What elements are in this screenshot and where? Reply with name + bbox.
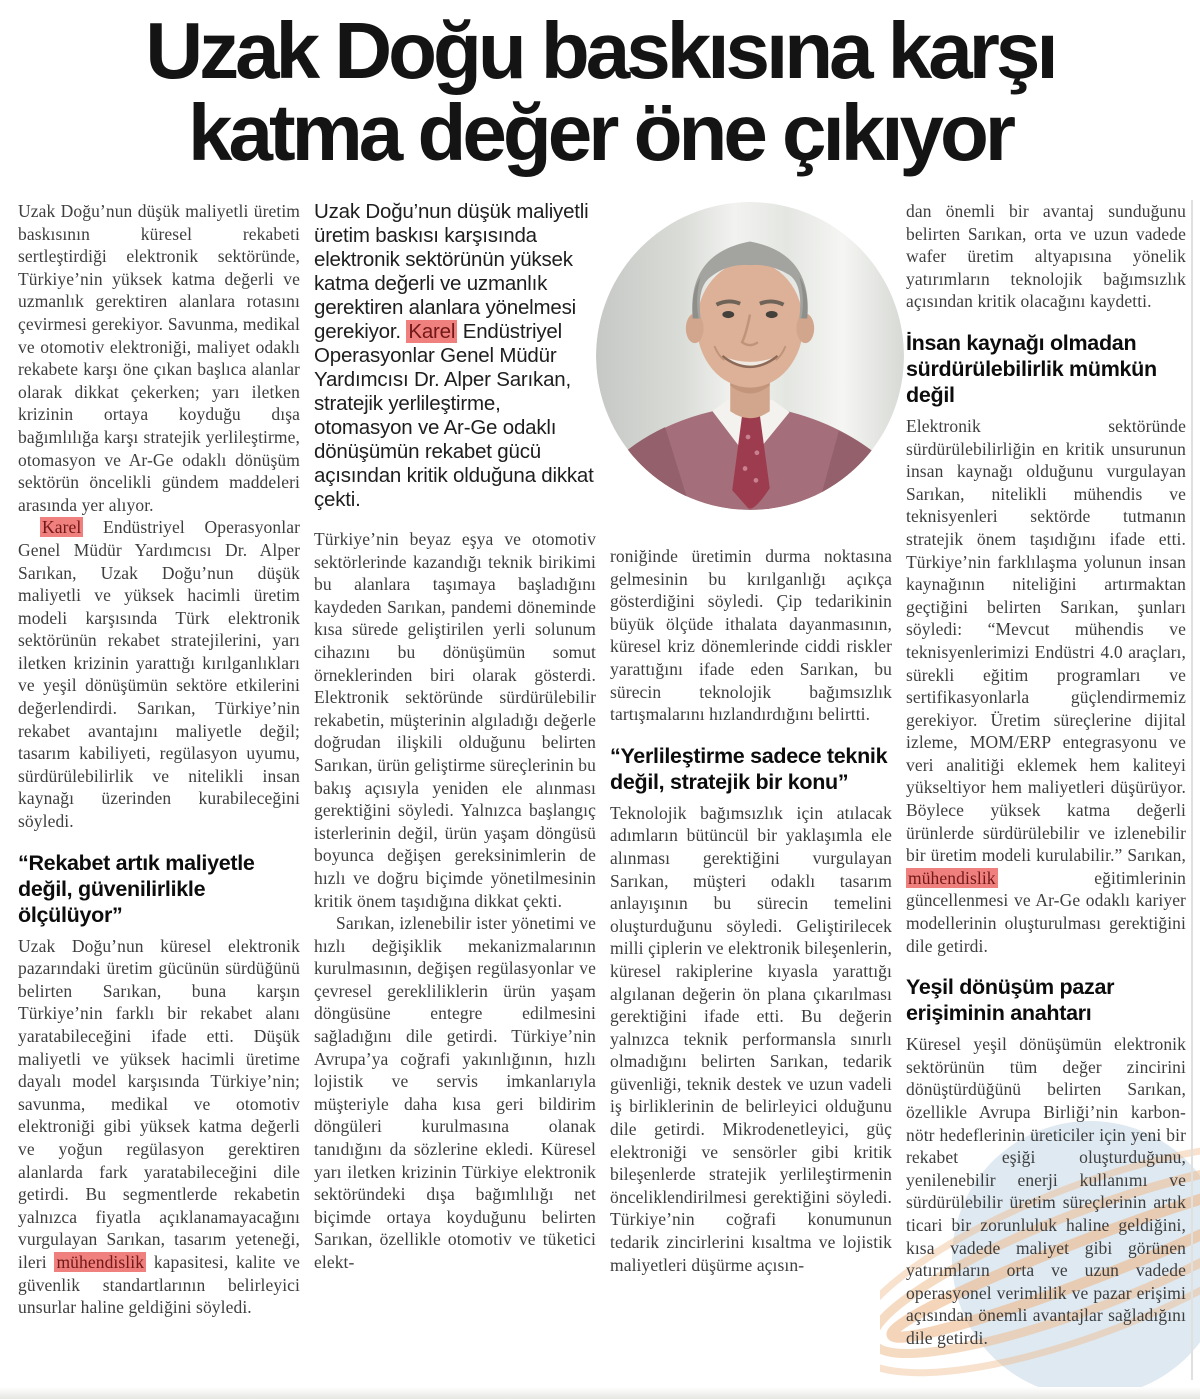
- paragraph-text: Türkiye’nin beyaz eşya ve otomotiv sektörlerinde kazandığı teknik birikimi bu alanlara taşımaya başladığını kaydeden Sarıkan, pandemi döneminde kısa sürede geliştirilen yerli solunum cihazını bu dönüşümün somut örneklerinden biri olarak gösterdi. Elektronik sektöründe sürdürülebilir rekabetin, müşterinin algıladığı değerle doğrudan ilişkili olduğunu belirten Sarıkan, ürün geliştirme süreçlerinin bu bakış açısıyla yeniden ele alınması gerektiğini söyledi. Yalnızca başlangıç isterlerinin değil, ürün yaşam döngüsü boyunca değişen gereksinimlerin de hızlı ve doğru biçimde yönetilmesinin kritik önem taşıdığına dikkat çekti.: [314, 529, 596, 911]
- headline-line-1: Uzak Doğu baskısına karşı: [145, 6, 1055, 95]
- subhead-insan-kaynagi: İnsan kaynağı olmadan sürdürülebilirlik mümkün değil: [906, 330, 1157, 407]
- subhead-yesil-donusum: Yeşil dönüşüm pazar erişiminin anahtarı: [906, 975, 1115, 1026]
- paragraph: [314, 528, 596, 912]
- headline-line-2: katma değer öne çıkıyor: [188, 88, 1012, 177]
- lead-text: Uzak Doğu’nun düşük maliyetli üretim baskısı karşısında elektronik sektörünün yüksek katma değerli ve uzmanlık gerektiren alanlara yönelmesi gerekiyor.: [314, 200, 589, 343]
- highlight-karel: Karel: [42, 517, 82, 538]
- column-4: [906, 200, 1186, 1396]
- highlight-muhendislik: mühendislik: [56, 1251, 145, 1272]
- paragraph-text: Küresel yeşil dönüşümün elektronik sektörünün tüm değer zincirini dönüştürdüğünü belirten Sarıkan, özellikle Avrupa Birliği’nin karbon-nötr hedeflerinin üreticiler için yeni bir rekabet eşiği oluşturduğunu, yenilenebilir enerji kullanımı ve sürdürülebilir üretim süreçlerinin artık ticari bir zorunluluk haline geldiğini, kısa vadede maliyet gibi görünen yatırımların orta ve uzun vadede operasyonel verimlilik ve pazar erişimi açısından önemli avantajlar sağladığını dile getirdi.: [906, 1034, 1186, 1348]
- column-3: [610, 545, 892, 1396]
- paragraph-text: roniğinde üretimin durma noktasına gelmesinin bu kırılganlığı açıkça gösterdiğini söyledi. Çip tedarikinin büyük ölçüde ithalata dayanmasının, küresel kriz dönemlerinde ciddi riskler yarattığını ifade eden Sarıkan, bu sürecin teknolojik bağımsızlık tartışmalarını hızlandırdığını belirtti.: [610, 546, 892, 725]
- portrait-illustration: [596, 202, 904, 510]
- paragraph-text: eğitimlerinin güncellenmesi ve Ar-Ge odaklı kariyer modellerinin oluşturulması gerektiğini dile getirdi.: [906, 867, 1186, 956]
- paragraph-text: Sarıkan, izlenebilir ister yönetimi ve hızlı değişiklik mekanizmalarının kurulmasının, değişen regülasyonlar ve çevresel gerekliliklerin ürün yaşam döngüsüne entegre edilmesini sağladığını dile getirdi. Türkiye’nin Avrupa’ya coğrafi yakınlığının, hızlı lojistik ve servis imkanlarıyla müşteriyle daha kısa geri bildirim döngüleri kurulmasına olanak tanıdığını da sözlerine ekledi. Küresel yarı iletken krizinin Türkiye elektronik sektöründeki dışa bağımlılığı net biçimde ortaya koyduğunu belirten Sarıkan, özellikle otomotiv ve tüketici elekt-: [314, 913, 596, 1272]
- paragraph: [314, 912, 596, 1274]
- paragraph-text: Teknolojik bağımsızlık için atılacak adımların bütüncül bir yaklaşımla ele alınması gerektiğini vurgulayan Sarıkan, müşteri odaklı tasarım anlayışının bu sürecin temelini oluşturduğunu söyledi. Geliştirilecek milli çiplerin ve elektronik bileşenlerin, küresel rakiplerine kıyasla yarattığı algılanan değerin ön plana çıkarılması gerektiğini ifade etti. Bu değerin yalnızca teknik performansla sınırlı olmadığını belirten Sarıkan, tedarik güvenliği, teknik destek ve uzun vadeli iş birliklerinin de belirleyici olduğunu dile getirdi. Mikrodenetleyici, güç elektroniği ve sensörler gibi kritik bileşenlerde stratejik yerlileştirmenin önceliklendirilmesi gerektiğini söyledi. Türkiye’nin coğrafi konumunun tedarik zincirlerini kısaltma ve lojistik maliyetleri düşürme açısın-: [610, 802, 892, 1275]
- paragraph-text: Uzak Doğu’nun düşük maliyetli üretim baskısının küresel rekabeti sertleştirdiği elektronik sektöründe, Türkiye’nin yüksek katma değerli ve uzmanlık gerektiren alanlara rotasını çevirmesi gerekiyor. Savunma, medikal ve otomotiv elektroniği, maliyet odaklı rekabete karşı öne çıkan başlıca alanlar olarak dikkat çekerken; yarı iletken krizinin ortaya koyduğu dışa bağımlılığa karşı stratejik yerlileştirme, otomasyon ve Ar-Ge odaklı dönüşüm sektörün öncelikli gündem maddeleri arasında yer alıyor.: [18, 201, 300, 515]
- lead-text: Endüstriyel Operasyonlar Genel Müdür Yardımcısı Dr. Alper Sarıkan, stratejik yerlileştirme, otomasyon ve Ar-Ge odaklı dönüşümün rekabet gücü açısından kritik olduğuna dikkat çekti.: [314, 320, 594, 511]
- paragraph: [610, 545, 892, 726]
- paragraph: [906, 200, 1186, 313]
- paragraph: [906, 415, 1186, 957]
- paragraph-text: kapasitesi, kalite ve güvenlik standartlarının belirleyici unsurlar haline geldiğini söyledi.: [18, 1251, 300, 1318]
- paragraph-text: Endüstriyel Operasyonlar Genel Müdür Yardımcısı Dr. Alper Sarıkan, Uzak Doğu’nun düşük maliyetli ve yüksek hacimli üretim modeli karşısında Türk elektronik sektörünün rekabet stratejilerini, yarı iletken krizinin yarattığı kırılganlıkları ve yeşil dönüşümün sektöre etkilerini değerlendirdi. Sarıkan, Türkiye’nin rekabet avantajını maliyetle değil; tasarım kabiliyeti, regülasyon uyumu, sürdürülebilirlik ve nitelikli insan kaynağı üzerinden kurabileceğini söyledi.: [18, 517, 300, 832]
- lead-paragraph: [314, 200, 596, 512]
- page-bottom-edge: [0, 1387, 1200, 1399]
- column-1: [18, 200, 300, 1396]
- paragraph-text: Uzak Doğu’nun küresel elektronik pazarındaki üretim gücünün sürdüğünü belirten Sarıkan, buna karşın Türkiye’nin farklı bir rekabet alanı yaratabileceğini ifade etti. Düşük maliyetli ve yüksek hacimli üretime dayalı model karşısında Türkiye’nin; savunma, medikal ve otomotiv elektroniği gibi yüksek katma değerli ve yoğun regülasyon gerektiren alanlarda fark yaratabileceğini dile getirdi. Bu segmentlerde rekabetin yalnızca fiyatla açıklanamayacağını vurgulayan Sarıkan, tasarım yeteneği, ileri: [18, 935, 300, 1272]
- paragraph: [18, 516, 300, 832]
- paragraph: [18, 200, 300, 516]
- subhead-rekabet: “Rekabet artık maliyetle değil, güvenilirlikle ölçülüyor”: [18, 850, 255, 927]
- highlight-muhendislik: mühendislik: [908, 867, 996, 888]
- subhead-yerlilestirme: “Yerlileştirme sadece teknik değil, stratejik bir konu”: [610, 743, 888, 794]
- paragraph: [906, 1033, 1186, 1349]
- paragraph: [610, 802, 892, 1276]
- column-2: [314, 200, 596, 1396]
- highlight-karel: Karel: [408, 320, 456, 343]
- face: [697, 261, 804, 387]
- page-edge-rule: [1191, 200, 1193, 1380]
- portrait-photo: [596, 202, 904, 510]
- paragraph-text: dan önemli bir avantaj sunduğunu belirten Sarıkan, orta ve uzun vadede wafer üretim altyapısına yönelik yatırımların teknolojik bağımsızlık açısından kritik olacağını kaydetti.: [906, 201, 1186, 312]
- headline: [0, 6, 1200, 177]
- paragraph-text: Elektronik sektöründe sürdürülebilirliğin en kritik unsurunun insan kaynağı olduğunu vurgulayan Sarıkan, nitelikli mühendis ve teknisyenleri sektörde tutmanın stratejik önem taşıdığını ifade etti. Türkiye’nin farklılaşma yolunun insan kaynağının niteliğini artırmaktan geçtiğini belirten Sarıkan, şunları söyledi: “Mevcut mühendis ve teknisyenlerimizi Endüstri 4.0 araçları, sürekli eğitim programları ve sertifikasyonlarla güçlendirmemiz gerekiyor. Üretim süreçlerine dijital izleme, MOM/ERP entegrasyonu ve veri analitiği eklemek hem kaliteyi yükseltiyor hem maliyetleri düşürüyor. Böylece yüksek katma değerli ürünlerde sürdürülebilir ve izlenebilir bir üretim modeli kurulabilir.” Sarıkan,: [906, 415, 1186, 866]
- paragraph: [18, 935, 300, 1319]
